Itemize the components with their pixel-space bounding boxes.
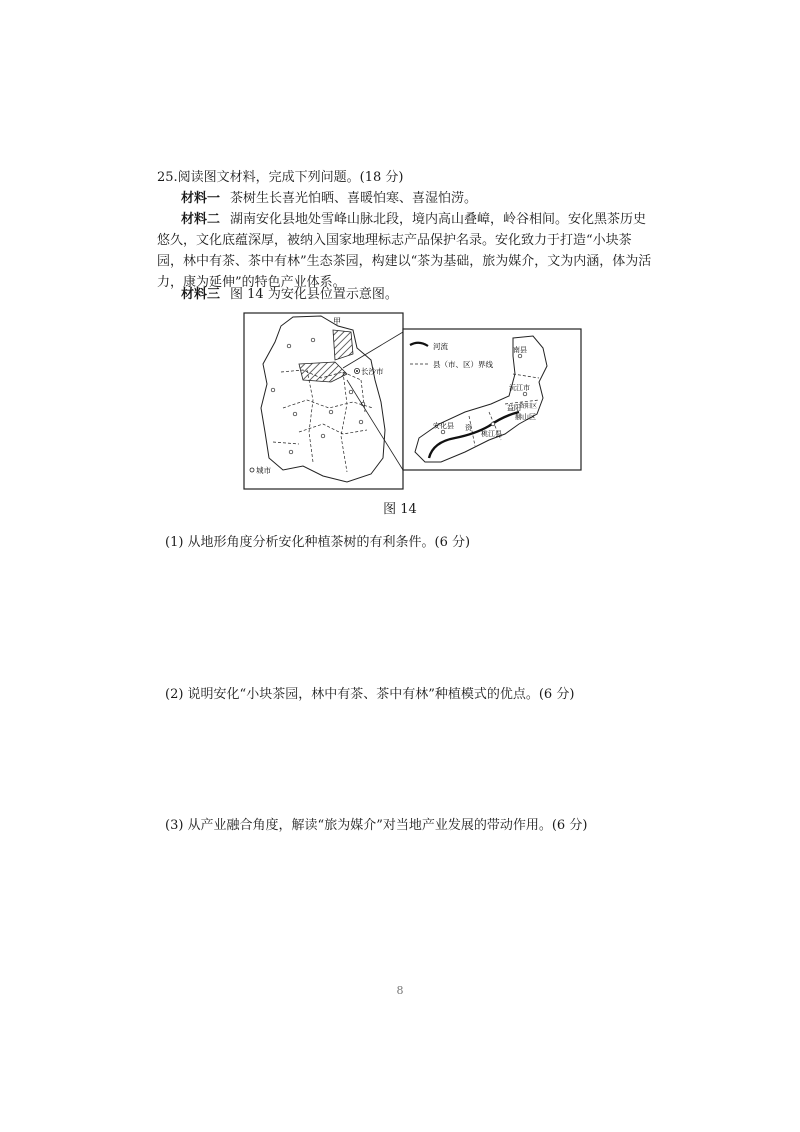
- legend-river-label: 河流: [433, 342, 448, 351]
- city-marker: [518, 354, 522, 358]
- label-jia: 甲: [333, 317, 341, 326]
- location-map-figure: [243, 312, 583, 490]
- sub-question-3: (3) 从产业融合角度，解读“旅为媒介”对当地产业发展的带动作用。(6 分): [165, 818, 588, 833]
- material-two: [157, 209, 657, 293]
- page-number: 8: [396, 984, 404, 997]
- material-three: [157, 284, 657, 305]
- label-anhua: 安化县: [433, 422, 454, 430]
- material-one: [157, 188, 657, 209]
- question-header: 25.阅读图文材料，完成下列问题。(18 分): [157, 170, 404, 185]
- figure-caption: 图 14: [383, 502, 417, 517]
- sub-question-2: (2) 说明安化“小块茶园，林中有茶、茶中有林”种植模式的优点。(6 分): [165, 687, 575, 702]
- city-marker: [523, 392, 527, 396]
- label-yiyang: 益阳: [507, 404, 521, 412]
- city-marker: [441, 430, 445, 434]
- label-taojiang: 桃江县: [481, 430, 502, 438]
- label-heshan: 赫山区: [515, 413, 536, 421]
- label-changsha: 长沙市: [361, 367, 384, 376]
- right-map-frame: [403, 329, 581, 470]
- material-tag: 材料一: [181, 191, 221, 206]
- material-tag: 材料二: [181, 212, 221, 227]
- city-marker: [491, 422, 495, 426]
- material-text: 图 14 为安化县位置示意图。: [230, 287, 398, 302]
- label-nanxian: 南县: [513, 346, 527, 354]
- label-zi: 资: [465, 424, 472, 432]
- material-tag: 材料三: [181, 287, 221, 302]
- legend-city-label: 城市: [256, 466, 271, 475]
- legend-border-label: 县（市、区）界线: [433, 360, 493, 369]
- material-text: 茶树生长喜光怕晒、喜暖怕寒、喜湿怕涝。: [230, 191, 478, 206]
- city-marker-dot: [356, 370, 358, 372]
- label-yuanjiang: 沅江市: [509, 384, 530, 392]
- label-ziyang: 资阳区: [519, 403, 538, 410]
- sub-question-1: (1) 从地形角度分析安化种植茶树的有利条件。(6 分): [165, 535, 471, 550]
- material-text: 湖南安化县地处雪峰山脉北段，境内高山叠嶂，岭谷相间。安化黑茶历史悠久，文化底蕴深厚，被纳入国家地理标志产品保护名录。安化致力于打造“小块茶园，林中有茶、茶中有林”生态茶园，构建以“茶为基础，旅为媒介，文为内涵，体为活力，康为延伸”的特色产业体系。: [157, 212, 652, 290]
- legend-city-icon: [250, 468, 254, 472]
